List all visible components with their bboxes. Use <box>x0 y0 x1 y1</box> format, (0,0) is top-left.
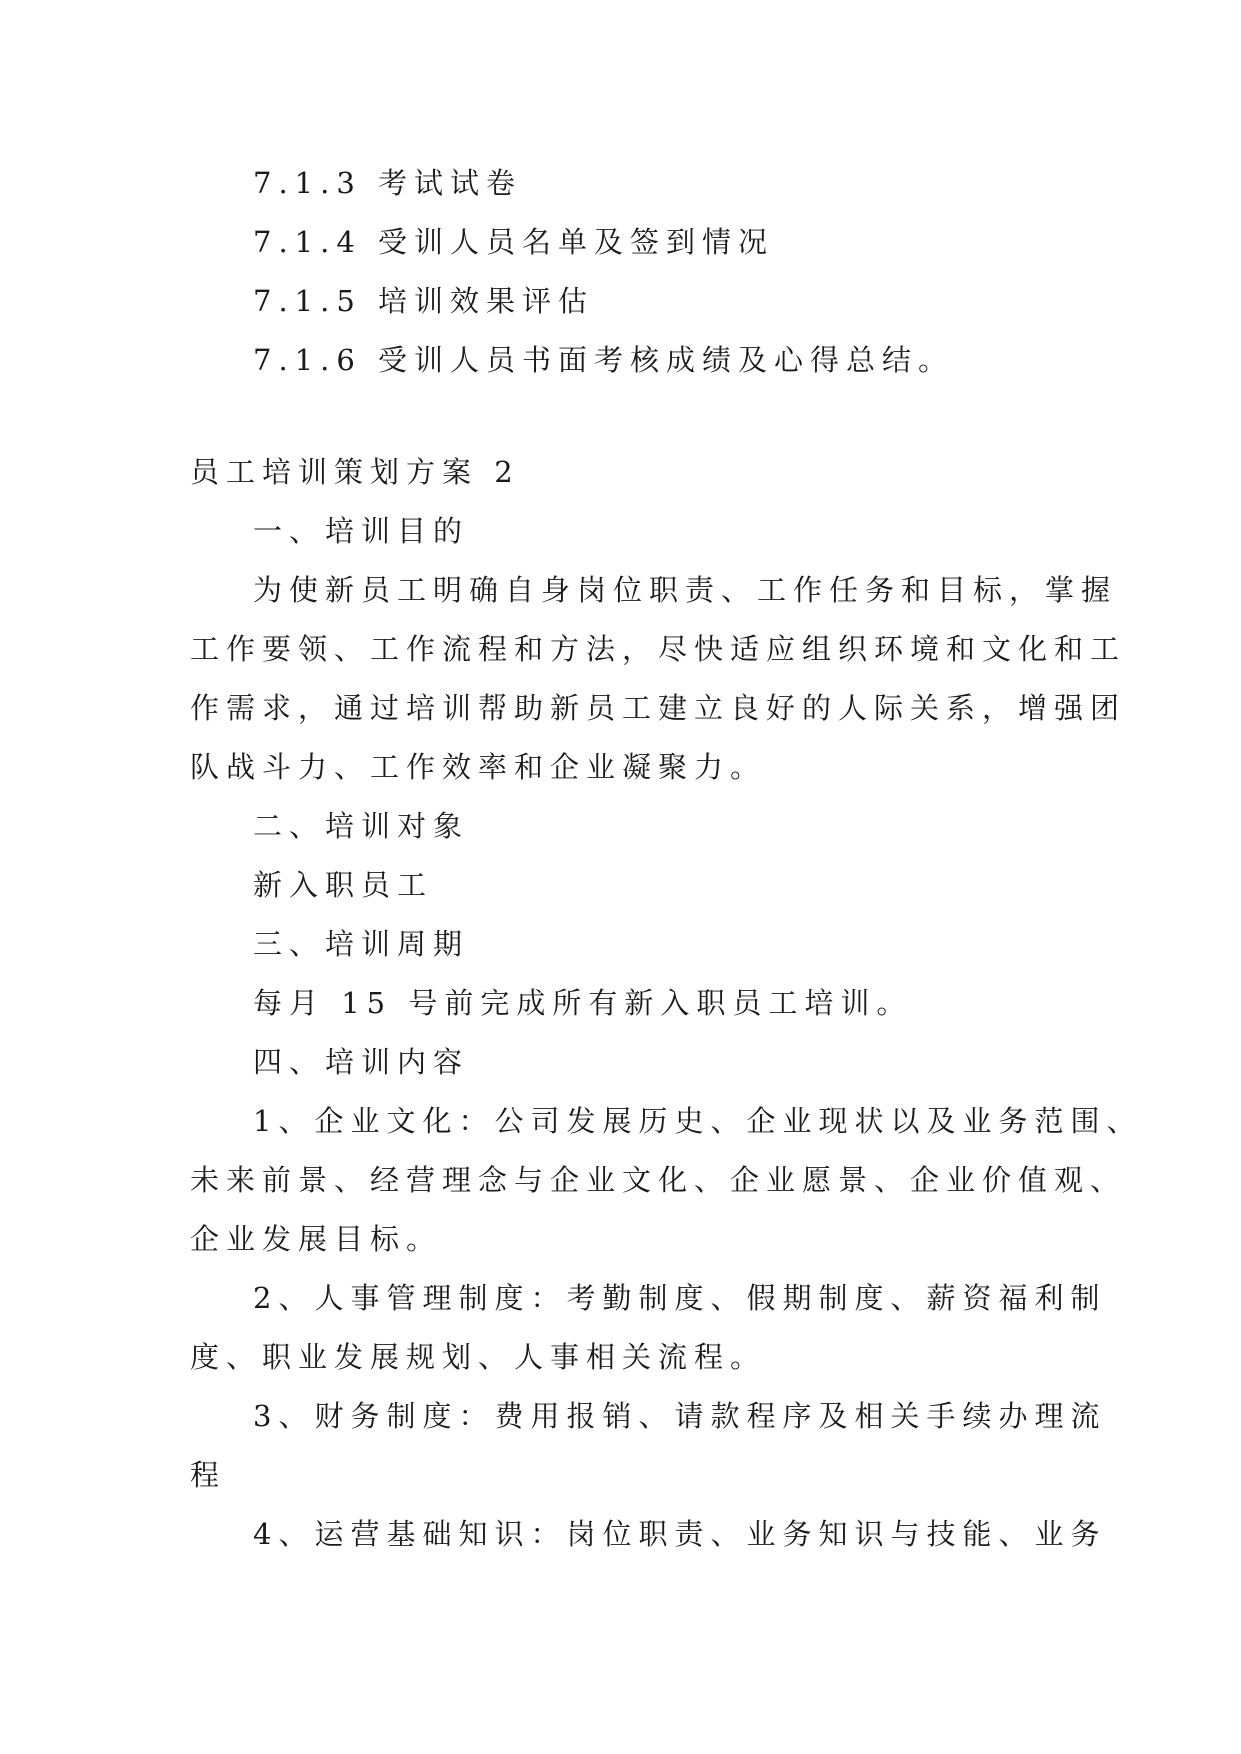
paragraph-line: 4、运营基础知识：岗位职责、业务知识与技能、业务 <box>253 1517 1107 1551</box>
paragraph-line: 为使新员工明确自身岗位职责、工作任务和目标，掌握 <box>253 573 1118 607</box>
paragraph-line: 作需求，通过培训帮助新员工建立良好的人际关系，增强团 <box>190 691 1127 725</box>
section-heading: 四、培训内容 <box>253 1045 470 1079</box>
paragraph-line: 程 <box>190 1458 227 1492</box>
document-title: 员工培训策划方案 2 <box>190 455 520 489</box>
paragraph-line: 2、人事管理制度：考勤制度、假期制度、薪资福利制 <box>253 1281 1107 1315</box>
paragraph-line: 工作要领、工作流程和方法，尽快适应组织环境和文化和工 <box>190 632 1127 666</box>
list-item: 7.1.5 培训效果评估 <box>253 284 595 318</box>
paragraph-line: 度、职业发展规划、人事相关流程。 <box>190 1340 767 1374</box>
paragraph-line: 企业发展目标。 <box>190 1222 443 1256</box>
paragraph-line: 1、企业文化：公司发展历史、企业现状以及业务范围、 <box>253 1104 1143 1138</box>
paragraph-line: 每月 15 号前完成所有新入职员工培训。 <box>253 986 913 1020</box>
section-heading: 一、培训目的 <box>253 514 470 548</box>
list-item: 7.1.3 考试试卷 <box>253 166 523 200</box>
paragraph-line: 新入职员工 <box>253 868 434 902</box>
paragraph-line: 队战斗力、工作效率和企业凝聚力。 <box>190 750 767 784</box>
list-item: 7.1.6 受训人员书面考核成绩及心得总结。 <box>253 343 955 377</box>
section-heading: 二、培训对象 <box>253 809 470 843</box>
paragraph-line: 未来前景、经营理念与企业文化、企业愿景、企业价值观、 <box>190 1163 1127 1197</box>
paragraph-line: 3、财务制度：费用报销、请款程序及相关手续办理流 <box>253 1399 1107 1433</box>
section-heading: 三、培训周期 <box>253 927 470 961</box>
list-item: 7.1.4 受训人员名单及签到情况 <box>253 225 775 259</box>
